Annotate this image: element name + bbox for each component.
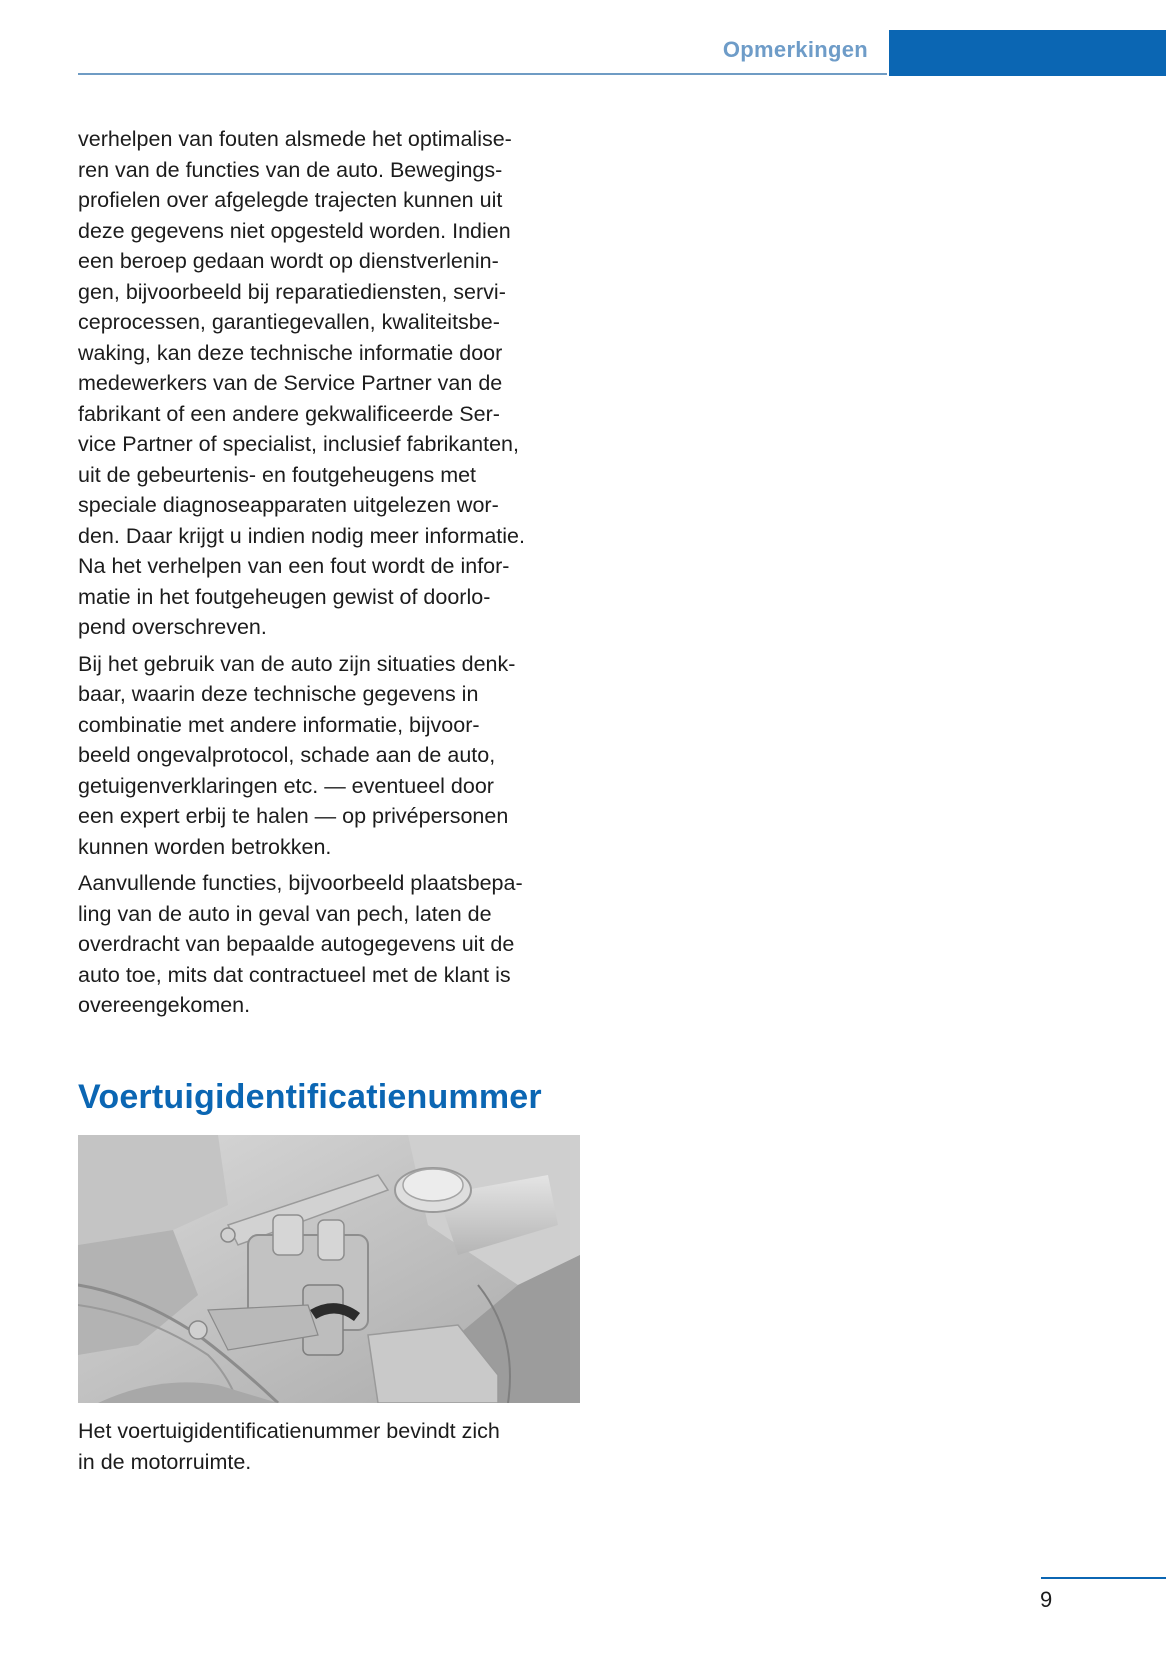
section-title: Opmerkingen <box>722 37 868 62</box>
paragraph: Aanvullende functies, bijvoorbeeld plaatsbepa- ling van de auto in geval van pech, laten de overdracht van bepaalde autogegevens uit de auto toe, mits dat contractueel met de klant is overeengekomen. <box>78 871 523 1017</box>
engine-bay-photo <box>78 1135 580 1403</box>
header-accent-block <box>889 30 1166 76</box>
footer-rule <box>1041 1577 1166 1579</box>
image-caption: Het voertuigidentificatienummer bevindt zich in de motorruimte. <box>78 1419 500 1474</box>
body-text <box>78 124 588 1027</box>
header-rule <box>78 73 887 75</box>
page-number: 9 <box>1040 1587 1053 1612</box>
paragraph: Bij het gebruik van de auto zijn situaties denk- baar, waarin deze technische gegevens in combinatie met andere informatie, bijvoor- beeld ongevalprotocol, schade aan de auto, getuigenverklaringen etc. — eventueel door een expert erbij te halen — op privépersonen kunnen worden betrokken. <box>78 651 516 859</box>
engine-bay-illustration <box>78 1135 580 1403</box>
section-heading: Voertuigidentificatienummer <box>78 1078 542 1116</box>
paragraph: verhelpen van fouten alsmede het optimalise- ren van de functies van de auto. Bewegings- profielen over afgelegde trajecten kunnen uit deze gegevens niet opgesteld worden. Indien een beroep gedaan wordt op dienstverlenin- gen, bijvoorbeeld bij reparatiediensten, servi- ceprocessen, garantiegevallen, kwaliteitsbe- waking, kan deze technische informatie door medewerkers van de Service Partner van de fabrikant of een andere gekwalificeerde Ser- vice Partner of specialist, inclusief fabrikanten, uit de gebeurtenis- en foutgeheugens met speciale diagnoseapparaten uitgelezen wor- den. Daar krijgt u indien nodig meer informatie. Na het verhelpen van een fout wordt de infor- matie in het foutgeheugen gewist of doorlo- pend overschreven. <box>78 127 525 639</box>
